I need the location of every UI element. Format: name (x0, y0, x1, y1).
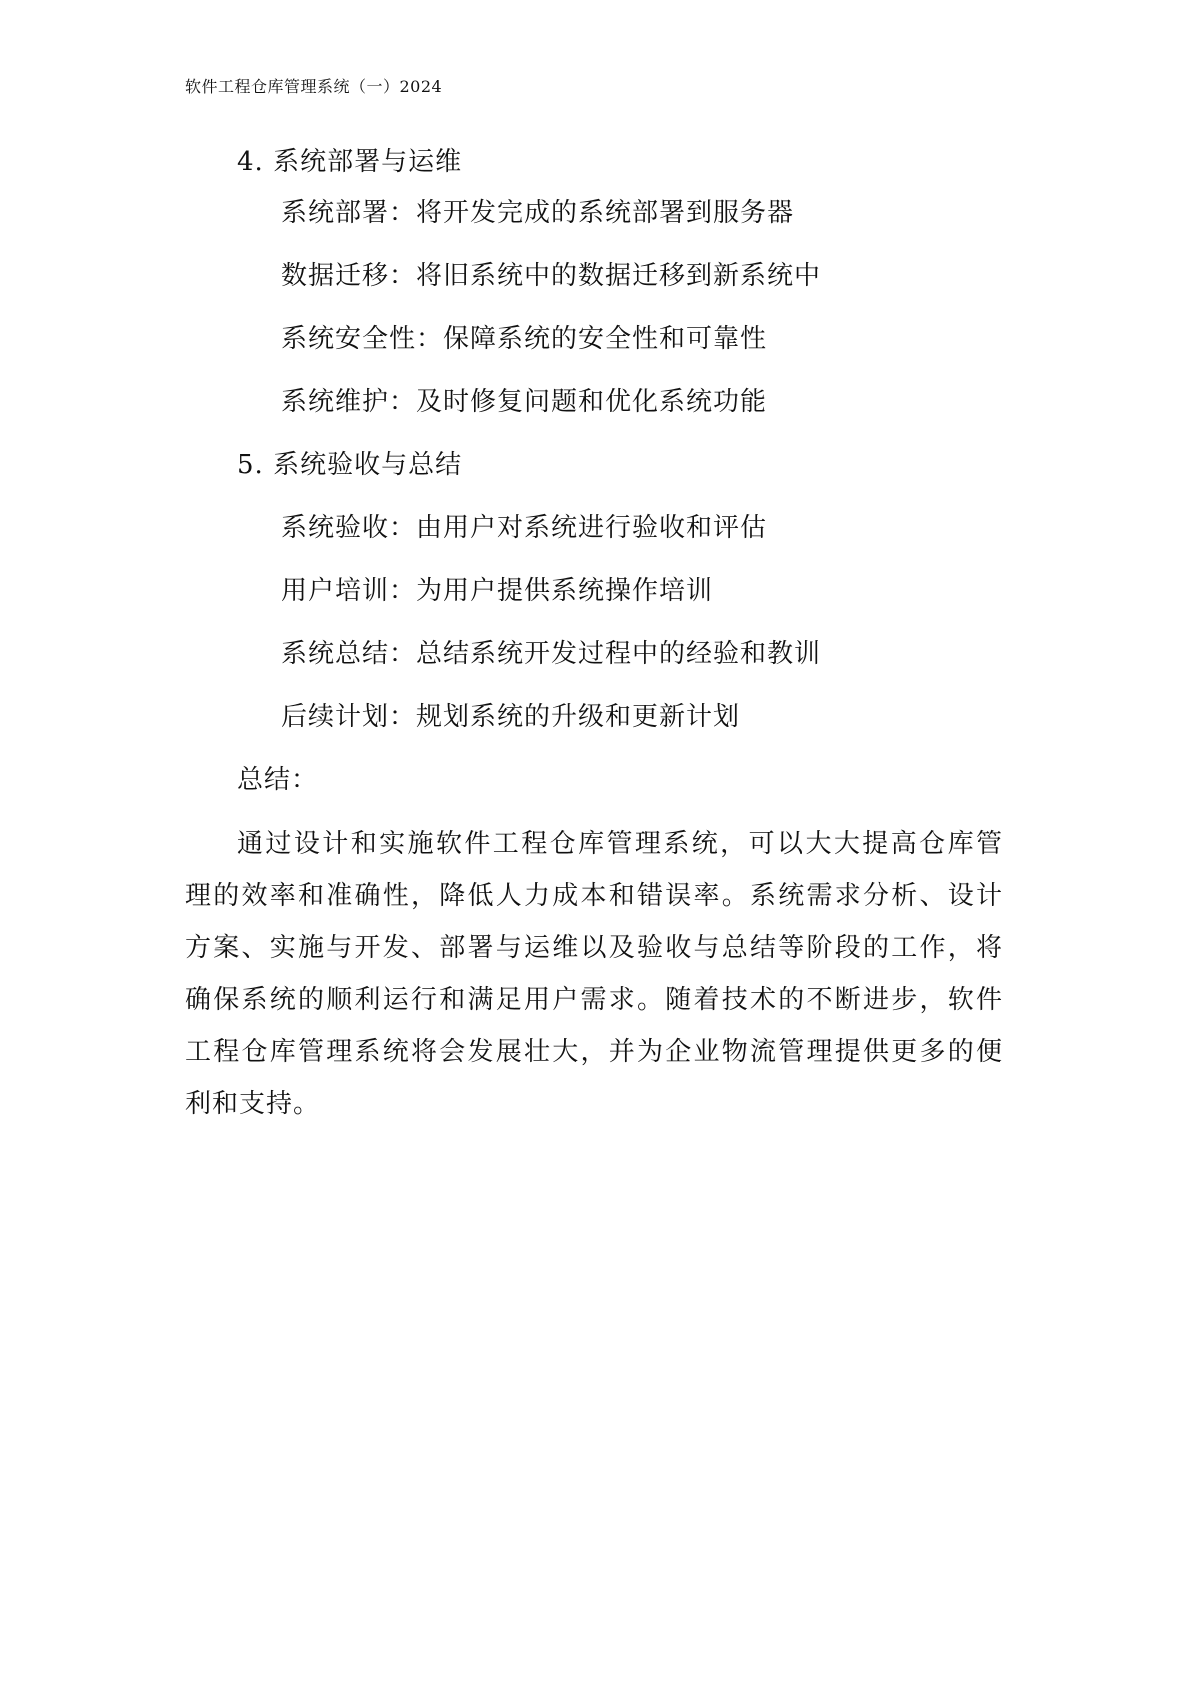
paragraph-line: 工程仓库管理系统将会发展壮大，并为企业物流管理提供更多的便 (185, 1037, 1003, 1067)
list-item: 系统安全性：保障系统的安全性和可靠性 (281, 324, 768, 354)
list-item: 用户培训：为用户提供系统操作培训 (281, 576, 714, 606)
section-heading-acceptance: 5. 系统验收与总结 (237, 450, 463, 480)
paragraph-line: 方案、实施与开发、部署与运维以及验收与总结等阶段的工作，将 (185, 933, 1003, 963)
paragraph-line: 确保系统的顺利运行和满足用户需求。随着技术的不断进步，软件 (185, 985, 1003, 1015)
summary-label: 总结： (237, 765, 319, 795)
list-item: 系统维护：及时修复问题和优化系统功能 (281, 387, 768, 417)
paragraph-line: 利和支持。 (185, 1089, 321, 1119)
paragraph-line: 通过设计和实施软件工程仓库管理系统，可以大大提高仓库管 (237, 829, 1003, 859)
page-header: 软件工程仓库管理系统（一）2024 (185, 77, 443, 96)
list-item: 系统部署：将开发完成的系统部署到服务器 (281, 198, 795, 228)
paragraph-line: 理的效率和准确性，降低人力成本和错误率。系统需求分析、设计 (185, 881, 1003, 911)
list-item: 系统验收：由用户对系统进行验收和评估 (281, 513, 768, 543)
summary-paragraph (185, 818, 1003, 1130)
section-heading-deployment: 4. 系统部署与运维 (237, 147, 463, 177)
list-item: 数据迁移：将旧系统中的数据迁移到新系统中 (281, 261, 822, 291)
list-item: 系统总结：总结系统开发过程中的经验和教训 (281, 639, 822, 669)
list-item: 后续计划：规划系统的升级和更新计划 (281, 702, 741, 732)
